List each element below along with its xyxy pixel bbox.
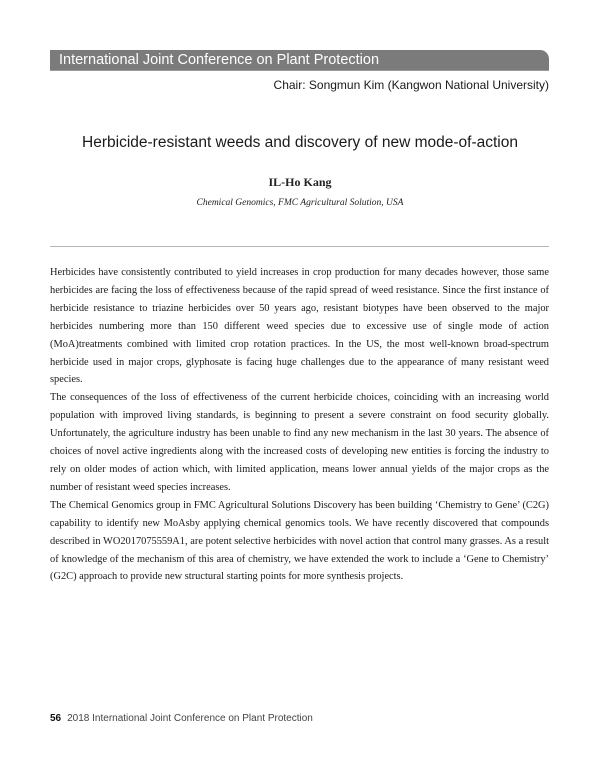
section-divider (50, 246, 549, 247)
footer-text: 2018 International Joint Conference on Plant Protection (67, 713, 313, 724)
header-rule (50, 70, 549, 71)
article-author: IL-Ho Kang (268, 175, 332, 189)
author-affiliation: Chemical Genomics, FMC Agricultural Solution, USA (196, 198, 404, 208)
conference-header-bar (50, 50, 549, 70)
abstract-paragraph: Herbicides have consistently contributed to yield increases in crop production for many decades however, those same herbicides are facing the loss of effectiveness because of the rapid spread of weed resistance. Since the first instance of herbicide resistance to triazine herbicides over 50 years ago, resistant biotypes have been observed to the major herbicides numbering more than 150 different weed species due to excessive use of single mode of action (MoA)treatments combined with limited crop rotation practices. In the US, the most well-known broad-spectrum herbicide used in major crops, glyphosate is facing huge challenges due to the appearance of many resistant weed species. (50, 267, 549, 386)
conference-name: International Joint Conference on Plant Protection (59, 52, 380, 68)
abstract-paragraph: The consequences of the loss of effectiveness of the current herbicide choices, coinciding with an increasing world population with improved living standards, is beginning to present a severe constraint on food security globally. Unfortunately, the agriculture industry has been unable to find any new mechanism in the last 30 years. The absence of choices of novel active ingredients along with the increased costs of developing new entities is forcing the industry to rely on older modes of action which, with limited application, means lower annual yields of the major crops as the number of resistant weed species increases. (50, 392, 549, 493)
abstract-paragraph: The Chemical Genomics group in FMC Agricultural Solutions Discovery has been building ‘Chemistry to Gene’ (C2G) capability to identify new MoAsby applying chemical genomics tools. We have recently discovered that compounds described in WO2017075559A1, are potent selective herbicides with novel action that control many grasses. As a result of knowledge of the mechanism of this area of chemistry, we have extended the work to include a ‘Gene to Chemistry’ (G2C) approach to provide new structural starting points for more synthesis projects. (50, 499, 549, 583)
page-number: 56 (50, 713, 62, 724)
page-footer (50, 713, 313, 724)
session-chair: Chair: Songmun Kim (Kangwon National University) (273, 78, 549, 92)
article-title: Herbicide-resistant weeds and discovery of new mode-of-action (82, 134, 518, 151)
abstract-body (50, 264, 549, 586)
